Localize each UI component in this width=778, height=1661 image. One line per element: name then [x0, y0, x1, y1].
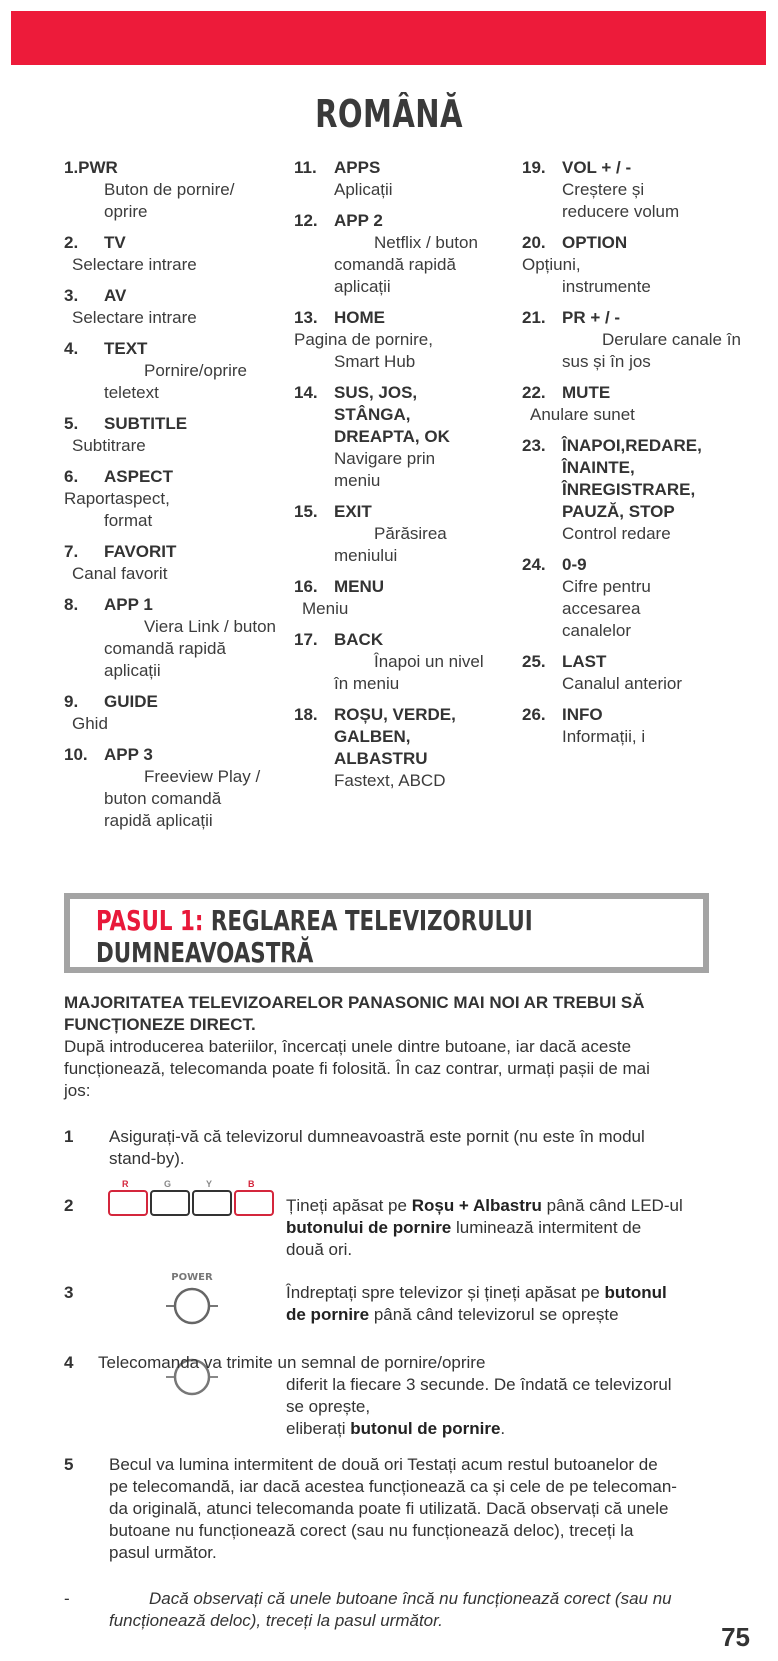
step-1-line2: stand-by).	[109, 1149, 185, 1168]
legend-item-heading	[294, 382, 519, 404]
step-2-power-button-label: butonului de pornire	[286, 1218, 452, 1237]
legend-item-description: Navigare prin	[334, 449, 436, 468]
legend-item-heading	[522, 157, 762, 179]
legend-item	[64, 157, 289, 223]
legend-item-heading	[522, 554, 762, 576]
legend-item-description: Selectare intrare	[72, 255, 197, 274]
remote-legend-column-1	[64, 157, 289, 841]
step-2-text-e: luminează intermitent de	[451, 1218, 642, 1237]
legend-item-description: Aplicații	[334, 180, 393, 199]
legend-item-label-continued: STÂNGA,	[334, 405, 411, 424]
legend-item-description: Ghid	[72, 714, 108, 733]
legend-item-number: 12.	[294, 211, 318, 230]
legend-item-description: aplicații	[104, 661, 161, 680]
legend-item-heading	[294, 576, 519, 598]
page-title: ROMÂNĂ	[315, 92, 463, 136]
step-1-prefix: PASUL 1:	[96, 904, 204, 937]
legend-item-number: 23.	[522, 436, 546, 455]
legend-item	[64, 232, 289, 276]
legend-item-number: 15.	[294, 502, 318, 521]
legend-item-description: Fastext, ABCD	[334, 771, 446, 790]
legend-item-number: 18.	[294, 705, 318, 724]
step-5-line4: butoane nu funcționează corect (sau nu funcționează deloc), treceți la	[109, 1521, 634, 1540]
legend-item-description: sus și în jos	[562, 352, 651, 371]
legend-item-label: VOL + / -	[562, 158, 632, 177]
legend-item-label: APP 1	[104, 595, 153, 614]
legend-item	[64, 744, 289, 832]
legend-item-description: format	[104, 511, 153, 530]
legend-item-number: 19.	[522, 158, 546, 177]
legend-item	[294, 501, 519, 567]
legend-item-number: 2.	[64, 233, 79, 252]
legend-item-description: Părăsirea	[374, 524, 447, 543]
legend-item-label: PR + / -	[562, 308, 621, 327]
legend-item-heading	[64, 413, 289, 435]
legend-item-description: buton comandă	[104, 789, 222, 808]
legend-item-description: în meniu	[334, 674, 400, 693]
legend-item-description: Derulare canale în	[602, 330, 741, 349]
power-button-icon	[162, 1270, 222, 1328]
legend-item-description: Meniu	[302, 599, 349, 618]
legend-item	[64, 594, 289, 682]
legend-item	[522, 157, 762, 223]
legend-item-heading	[522, 435, 762, 457]
legend-item-description: Cifre pentru	[562, 577, 651, 596]
intro-text-line3: jos:	[64, 1081, 91, 1100]
button-label-y: Y	[206, 1179, 213, 1189]
blue-button-icon	[234, 1190, 274, 1216]
legend-item-heading	[64, 541, 289, 563]
legend-item	[64, 466, 289, 532]
legend-item-description: Control redare	[562, 524, 671, 543]
legend-item	[294, 629, 519, 695]
legend-item	[294, 382, 519, 492]
legend-item-description: Opțiuni,	[522, 255, 581, 274]
step-4-text-c: .	[500, 1419, 506, 1438]
button-label-g: G	[164, 1179, 172, 1189]
step-5-line5: pasul următor.	[109, 1543, 217, 1562]
legend-item-number: 11.	[294, 158, 317, 177]
legend-item-label: LAST	[562, 652, 607, 671]
step-1-title-rest: REGLAREA TELEVIZORULUI	[203, 904, 533, 937]
legend-item-description: aplicații	[334, 277, 391, 296]
legend-item-number: 8.	[64, 595, 79, 614]
legend-item-number: 20.	[522, 233, 546, 252]
red-button-icon	[108, 1190, 148, 1216]
note-dash: -	[64, 1589, 70, 1608]
step-3-power-button-2: de pornire	[286, 1305, 370, 1324]
legend-item-number: 14.	[294, 383, 318, 402]
intro-heading-line2: FUNCȚIONEZE DIRECT.	[64, 1015, 256, 1034]
legend-item-heading	[64, 338, 289, 360]
legend-item-description: Pornire/oprire	[144, 361, 247, 380]
legend-item	[522, 704, 762, 748]
legend-item-number: 21.	[522, 308, 546, 327]
legend-item	[522, 651, 762, 695]
legend-item-label: GUIDE	[104, 692, 158, 711]
legend-item-label: ASPECT	[104, 467, 173, 486]
legend-item-label: SUBTITLE	[104, 414, 188, 433]
yellow-button-icon	[192, 1190, 232, 1216]
legend-item-heading	[64, 466, 289, 488]
legend-item-label: ÎNAPOI,REDARE,	[562, 436, 702, 455]
intro-text-line2: funcționează, telecomanda poate fi folosită. În caz contrar, urmați pașii de mai	[64, 1059, 650, 1078]
legend-item-description: Anulare sunet	[530, 405, 635, 424]
legend-item-description: Raportaspect,	[64, 489, 170, 508]
legend-item-description: Freeview Play /	[144, 767, 261, 786]
legend-item-description: Netflix / buton	[374, 233, 478, 252]
legend-item	[64, 338, 289, 404]
legend-item	[64, 285, 289, 329]
legend-item-label-continued: ÎNREGISTRARE,	[562, 480, 696, 499]
legend-item-number: 17.	[294, 630, 318, 649]
legend-item-label-continued: DREAPTA, OK	[334, 427, 450, 446]
intro-text-line1: După introducerea bateriilor, încercați unele dintre butoane, iar dacă aceste	[64, 1037, 632, 1056]
step-number: 3	[64, 1283, 74, 1302]
legend-item-heading	[294, 157, 519, 179]
legend-item-description: Subtitrare	[72, 436, 146, 455]
legend-item	[522, 307, 762, 373]
note-line1: Dacă observați că unele butoane încă nu funcționează corect (sau nu	[149, 1589, 672, 1608]
step-4-text-a: eliberați	[286, 1419, 351, 1438]
legend-item-description: Informații, i	[562, 727, 646, 746]
legend-item-label: HOME	[334, 308, 385, 327]
legend-item-heading	[294, 704, 519, 726]
step-3-text-a: Îndreptați spre televizor și țineți apăsat pe	[286, 1283, 605, 1302]
legend-item-heading	[294, 629, 519, 651]
legend-item-description: Pagina de pornire,	[294, 330, 433, 349]
legend-item-description: Canalul anterior	[562, 674, 683, 693]
legend-item-heading	[522, 232, 762, 254]
legend-item	[64, 541, 289, 585]
legend-item-label: SUS, JOS,	[334, 383, 418, 402]
legend-item-description: comandă rapidă	[104, 639, 226, 658]
legend-item-label: APP 2	[334, 211, 383, 230]
legend-item-description: Înapoi un nivel	[374, 652, 484, 671]
legend-item-label-continued: PAUZĂ, STOP	[562, 502, 675, 521]
top-color-bar	[11, 11, 766, 65]
button-label-r: R	[122, 1179, 129, 1189]
legend-item-description: comandă rapidă	[334, 255, 456, 274]
legend-item	[522, 435, 762, 545]
legend-item-number: 22.	[522, 383, 546, 402]
legend-item-heading	[294, 307, 519, 329]
legend-item-label: FAVORIT	[104, 542, 177, 561]
step-number: 1	[64, 1127, 74, 1146]
legend-item-description: accesarea	[562, 599, 641, 618]
legend-item-description: Canal favorit	[72, 564, 168, 583]
legend-item	[64, 413, 289, 457]
step-2-text-a: Țineți apăsat pe	[286, 1196, 412, 1215]
legend-item-number: 24.	[522, 555, 546, 574]
legend-item	[294, 576, 519, 620]
legend-item-description: instrumente	[562, 277, 651, 296]
step-3-text-d: până când televizorul se oprește	[369, 1305, 619, 1324]
legend-item-label: 0-9	[562, 555, 587, 574]
legend-item-heading	[64, 744, 289, 766]
legend-item-label: BACK	[334, 630, 384, 649]
remote-legend-column-3	[522, 157, 762, 757]
legend-item-description: canalelor	[562, 621, 631, 640]
legend-item-label: INFO	[562, 705, 603, 724]
step-2-red-blue: Roșu + Albastru	[411, 1196, 542, 1215]
legend-item-heading	[64, 157, 289, 179]
step-4-line1: Telecomanda va trimite un semnal de pornire/oprire	[98, 1353, 486, 1372]
legend-item-label: TEXT	[104, 339, 148, 358]
step-1-line1: Asigurați-vă că televizorul dumneavoastră este pornit (nu este în modul	[109, 1127, 645, 1146]
step-1-title-line2: DUMNEAVOASTRĂ	[96, 936, 314, 969]
green-button-icon	[150, 1190, 190, 1216]
step-number: 5	[64, 1455, 74, 1474]
legend-item-number: 7.	[64, 542, 79, 561]
legend-item-label: APPS	[334, 158, 381, 177]
legend-item-number: 6.	[64, 467, 79, 486]
legend-item-label: MUTE	[562, 383, 611, 402]
step-4-power-button: butonul de pornire	[350, 1419, 501, 1438]
legend-item-description: rapidă aplicații	[104, 811, 213, 830]
legend-item-number: 4.	[64, 339, 79, 358]
step-5-line1: Becul va lumina intermitent de două ori Testați acum restul butoanelor de	[109, 1455, 658, 1474]
legend-item-description: Buton de pornire/	[104, 180, 235, 199]
legend-item-description: Creștere și	[562, 180, 645, 199]
power-label: POWER	[171, 1272, 213, 1283]
legend-item-heading	[522, 704, 762, 726]
legend-item-description: Selectare intrare	[72, 308, 197, 327]
legend-item	[294, 307, 519, 373]
legend-item-number: 5.	[64, 414, 79, 433]
remote-legend-column-2	[294, 157, 519, 801]
legend-item	[294, 704, 519, 792]
note-line2: funcționează deloc), treceți la pasul următor.	[109, 1611, 443, 1630]
legend-item-label-continued: GALBEN,	[334, 727, 411, 746]
intro-section	[64, 992, 724, 1102]
legend-item	[522, 554, 762, 642]
legend-item-heading	[294, 210, 519, 232]
legend-item-number: 10.	[64, 745, 88, 764]
legend-item-number: 26.	[522, 705, 546, 724]
legend-item-number: 16.	[294, 577, 318, 596]
legend-item-label: OPTION	[562, 233, 628, 252]
step-number: 2	[64, 1196, 74, 1215]
legend-item-number: 25.	[522, 652, 546, 671]
legend-item-description: teletext	[104, 383, 159, 402]
page-number: 75	[721, 1622, 750, 1652]
legend-item-description: meniului	[334, 546, 398, 565]
legend-item-heading	[64, 285, 289, 307]
step-2-text-f: două ori.	[286, 1240, 353, 1259]
legend-item-label: TV	[104, 233, 126, 252]
legend-item-number: 1.PWR	[64, 158, 118, 177]
legend-item-heading	[522, 382, 762, 404]
step-4-line3: se oprește,	[286, 1397, 371, 1416]
step-5-line3: da originală, atunci telecomanda poate fi utilizată. Dacă observați că unele	[109, 1499, 669, 1518]
legend-item-heading	[522, 651, 762, 673]
intro-heading-line1: MAJORITATEA TELEVIZOARELOR PANASONIC MAI NOI AR TREBUI SĂ	[64, 993, 645, 1012]
legend-item-description: Viera Link / buton	[144, 617, 276, 636]
step-3-power-button: butonul	[604, 1283, 667, 1302]
step-1-heading-box	[64, 893, 709, 973]
legend-item-number: 9.	[64, 692, 79, 711]
legend-item-label: AV	[104, 286, 127, 305]
legend-item-heading	[522, 307, 762, 329]
legend-item	[294, 157, 519, 201]
legend-item-description: Smart Hub	[334, 352, 416, 371]
step-1-title	[96, 905, 606, 969]
step-5-line2: pe telecomandă, iar dacă acestea funcționează ca și cele de pe telecoman-	[109, 1477, 677, 1496]
legend-item-number: 13.	[294, 308, 318, 327]
legend-item-heading	[64, 691, 289, 713]
legend-item-label: ROȘU, VERDE,	[334, 705, 456, 724]
step-number: 4	[64, 1353, 74, 1372]
legend-item-description: reducere volum	[562, 202, 680, 221]
legend-item-heading	[294, 501, 519, 523]
legend-item-heading	[64, 232, 289, 254]
legend-item-description: meniu	[334, 471, 381, 490]
button-label-b: B	[248, 1179, 255, 1189]
step-4-line2: diferit la fiecare 3 secunde. De îndată ce televizorul	[286, 1375, 672, 1394]
legend-item-label-continued: ALBASTRU	[334, 749, 428, 768]
legend-item-label: APP 3	[104, 745, 153, 764]
legend-item	[522, 232, 762, 298]
legend-item-label: EXIT	[334, 502, 372, 521]
legend-item	[522, 382, 762, 426]
legend-item-label: MENU	[334, 577, 385, 596]
legend-item-heading	[64, 594, 289, 616]
step-2-text-c: până când LED-ul	[541, 1196, 683, 1215]
legend-item-description: oprire	[104, 202, 148, 221]
legend-item	[64, 691, 289, 735]
legend-item	[294, 210, 519, 298]
legend-item-label-continued: ÎNAINTE,	[562, 458, 635, 477]
legend-item-number: 3.	[64, 286, 79, 305]
